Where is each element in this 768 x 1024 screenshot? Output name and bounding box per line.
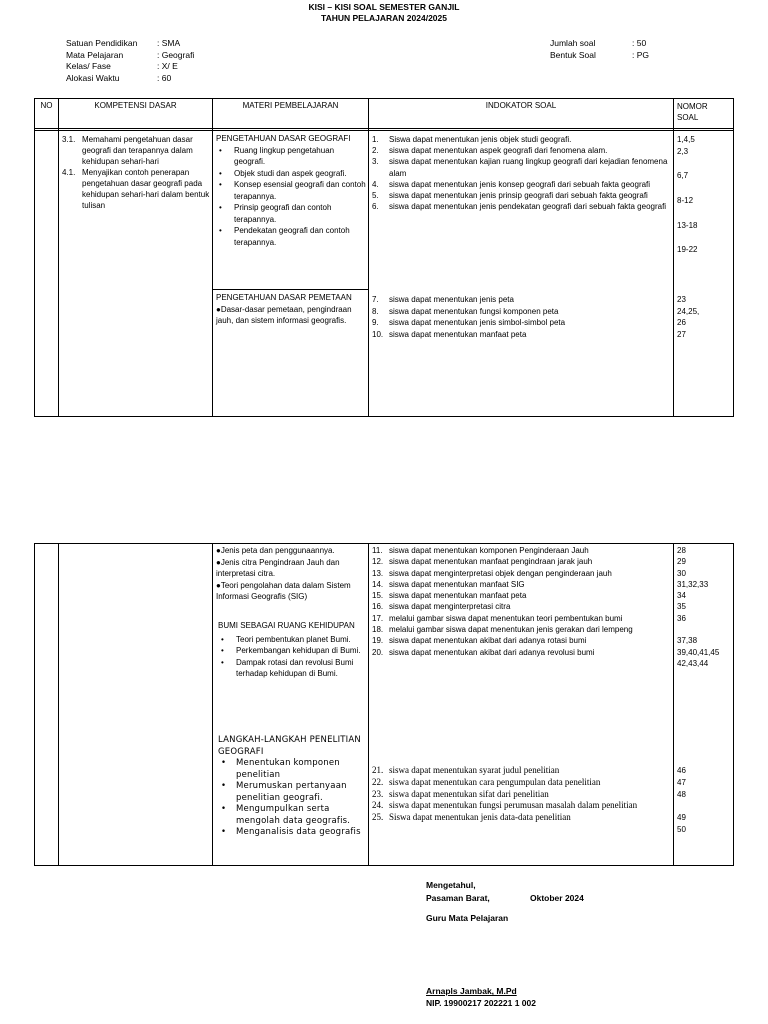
indikator-text: siswa dapat menentukan jenis pendekatan geografi dari sebuah fakta geografi	[389, 202, 667, 212]
indikator-number: 25.	[372, 812, 384, 823]
indikator-number: 12.	[372, 557, 384, 567]
nomor-soal-spacer	[677, 624, 733, 635]
indikator-text: siswa dapat menentukan manfaat SIG	[389, 579, 525, 589]
indikator-text: siswa dapat menentukan komponen Penginderaan Jauh	[389, 546, 589, 555]
indikator-number: 16.	[372, 602, 384, 612]
indikator-item	[372, 613, 670, 624]
column-divider	[368, 544, 369, 865]
info-row	[550, 50, 649, 62]
info-value: : SMA	[157, 38, 181, 48]
materi-item: • Menentukan komponen penelitian	[218, 758, 368, 781]
nomor-soal: 27	[677, 329, 686, 339]
indikator-number: 18.	[372, 625, 384, 635]
materi-item: • Objek studi dan aspek geografi.	[216, 168, 366, 180]
info-label: Alokasi Waktu	[66, 72, 120, 83]
indikator-item	[372, 329, 670, 341]
indikator-text: siswa dapat menentukan jenis peta	[389, 295, 514, 304]
nomor-soal: 26	[677, 318, 686, 327]
info-label: Satuan Pendidikan	[66, 38, 138, 48]
indikator-text: siswa dapat menginterpretasi objek dengan penginderaan jauh	[389, 568, 612, 578]
indikator-item	[372, 201, 670, 212]
indikator-item	[372, 624, 670, 635]
header-nomor-line: NOMOR	[677, 102, 708, 111]
indikator-number: 5.	[372, 191, 379, 201]
indikator-number: 8.	[372, 306, 379, 316]
materi-text: ●Jenis peta dan penggunaannya.	[216, 546, 335, 555]
info-value: : Geografi	[157, 49, 195, 60]
column-divider	[58, 99, 59, 416]
kd-text: Memahami pengetahuan dasar geografi dan terapannya dalam kehidupan sehari-hari	[82, 135, 193, 166]
kisi-table-page-1	[34, 98, 734, 417]
header-materi: MATERI PEMBELAJARAN	[242, 101, 339, 110]
materi-pengetahuan-dasar-geografi	[216, 133, 366, 248]
indikator-text: Siswa dapat menentukan jenis data-data penelitian	[389, 812, 571, 823]
column-divider	[212, 99, 213, 416]
indikator-number: 20.	[372, 647, 384, 657]
nomor-soal: 39,40,41,45	[677, 647, 720, 657]
indikator-item	[372, 156, 670, 178]
indikator-number: 4.	[372, 179, 379, 189]
indikator-number: 24.	[372, 800, 384, 811]
document-title: KISI – KISI SOAL SEMESTER GANJIL	[308, 2, 460, 12]
indikator-item	[372, 317, 670, 329]
indikator-text: siswa dapat menentukan akibat dari adanya rotasi bumi	[389, 636, 587, 646]
nomor-soal-list-4	[677, 765, 733, 836]
indikator-text: siswa dapat menentukan manfaat pengindraan jarak jauh	[389, 557, 593, 567]
indikator-number: 13.	[372, 568, 384, 578]
header-soal-line: SOAL	[677, 113, 699, 122]
indikator-number: 3.	[372, 157, 379, 167]
kd-item	[62, 167, 212, 211]
header-kompetensi-dasar: KOMPETENSI DASAR	[94, 101, 177, 110]
indikator-item	[372, 145, 670, 156]
info-right	[550, 38, 649, 61]
indikator-number: 6.	[372, 202, 379, 212]
nomor-soal: 37,38	[677, 636, 698, 646]
materi-item: • Konsep esensial geografi dan contoh terapannya.	[216, 179, 366, 202]
indikator-number: 23.	[372, 788, 384, 799]
materi-item: • Pendekatan geografi dan contoh terapannya.	[216, 225, 366, 248]
indikator-number: 9.	[372, 318, 379, 327]
materi-heading: LANGKAH-LANGKAH PENELITIAN GEOGRAFI	[218, 735, 361, 757]
nomor-soal: 19-22	[677, 245, 698, 254]
indikator-text: siswa dapat menentukan aspek geografi dari fenomena alam.	[389, 146, 608, 156]
indikator-text: melalui gambar siswa dapat menentukan teori pembentukan bumi	[389, 613, 623, 623]
indikator-item	[372, 568, 670, 579]
indikator-text: siswa dapat menentukan jenis konsep geografi dari sebuah fakta geografi	[389, 179, 651, 189]
signature-name: Arnapls Jambak, M.Pd	[426, 986, 517, 996]
nomor-soal: 13-18	[677, 221, 698, 230]
materi-pemetaan-lanjutan	[216, 545, 366, 603]
indikator-text: siswa dapat menentukan sifat dari penelitian	[389, 788, 549, 799]
materi-bumi-ruang-kehidupan	[218, 620, 366, 680]
signature-mengetahui: Mengetahul,	[426, 880, 476, 890]
info-value: : X/ E	[157, 61, 178, 71]
signature-place: Pasaman Barat,	[426, 893, 490, 903]
signature-nip: NIP. 19900217 202221 1 002	[426, 998, 536, 1008]
indikator-item	[372, 601, 670, 612]
indikator-item	[372, 590, 670, 601]
materi-heading: PENGETAHUAN DASAR GEOGRAFI	[216, 134, 351, 143]
indikator-text: siswa dapat menentukan cara pengumpulan data penelitian	[389, 776, 601, 787]
nomor-soal: 34	[677, 591, 686, 601]
nomor-soal: 50	[677, 824, 686, 834]
column-divider	[673, 544, 674, 865]
indikator-text: Siswa dapat menentukan jenis objek studi geografi.	[389, 135, 572, 144]
materi-langkah-penelitian	[218, 735, 368, 839]
signature-date: Oktober 2024	[530, 893, 584, 903]
nomor-soal: 24,25,	[677, 306, 700, 316]
nomor-soal: 23	[677, 295, 686, 304]
info-label: Kelas/ Fase	[66, 61, 111, 71]
indikator-text: siswa dapat menentukan akibat dari adanya revolusi bumi	[389, 647, 595, 657]
indikator-text: siswa dapat menentukan jenis simbol-simbol peta	[389, 318, 566, 327]
materi-item: • Menganalisis data geografis	[218, 827, 368, 839]
materi-pengetahuan-dasar-pemetaan	[216, 292, 366, 327]
indikator-list-3	[372, 545, 670, 658]
nomor-soal: 46	[677, 766, 686, 775]
indikator-item	[372, 179, 670, 190]
indikator-number: 21.	[372, 765, 384, 775]
header-nomor-soal	[677, 101, 733, 123]
nomor-soal: 30	[677, 568, 686, 578]
indikator-number: 1.	[372, 135, 379, 144]
indikator-item	[372, 134, 670, 145]
kd-text: Menyajikan contoh penerapan pengetahuan dasar geografi pada kehidupan sehari-hari dalam bentuk tulisan	[82, 168, 210, 210]
indikator-item	[372, 579, 670, 590]
indikator-text: siswa dapat menentukan manfaat peta	[389, 591, 527, 601]
indikator-item	[372, 545, 670, 556]
nomor-soal: 28	[677, 546, 686, 555]
indikator-number: 11.	[372, 546, 383, 555]
nomor-soal: 48	[677, 789, 686, 799]
nomor-soal: 42,43,44	[677, 658, 709, 668]
header-indikator: INDOKATOR SOAL	[485, 101, 557, 110]
materi-text: ●Dasar-dasar pemetaan, pengindraan jauh, dan sistem informasi geografis.	[216, 304, 352, 325]
nomor-soal: 29	[677, 557, 686, 567]
header-divider	[35, 130, 733, 131]
indikator-text: melalui gambar siswa dapat menentukan jenis gerakan dari lempeng	[389, 625, 633, 635]
indikator-item	[372, 789, 670, 801]
kd-number: 4.1.	[62, 168, 76, 177]
info-row	[66, 38, 194, 50]
kd-item	[62, 134, 212, 167]
materi-heading: PENGETAHUAN DASAR PEMETAAN	[216, 293, 352, 302]
info-value: : 60	[157, 72, 172, 83]
info-label: Jumlah soal	[550, 38, 596, 48]
nomor-soal: 31,32,33	[677, 579, 709, 589]
materi-item: • Perkembangan kehidupan di Bumi.	[218, 645, 366, 657]
nomor-soal: 36	[677, 613, 686, 623]
info-value: : PG	[632, 49, 650, 60]
signature-role: Guru Mata Pelajaran	[426, 913, 509, 923]
info-label: Bentuk Soal	[550, 49, 596, 60]
indikator-number: 17.	[372, 613, 384, 623]
indikator-text: siswa dapat menentukan fungsi komponen peta	[389, 306, 559, 316]
materi-item: • Mengumpulkan serta mengolah data geografis.	[218, 804, 368, 827]
nomor-soal: 1,4,5	[677, 135, 695, 144]
materi-item: • Ruang lingkup pengetahuan geografi.	[216, 145, 366, 168]
info-row	[66, 50, 194, 62]
kompetensi-dasar-list	[62, 134, 212, 211]
materi-divider	[212, 289, 368, 290]
indikator-item	[372, 190, 670, 201]
column-divider	[212, 544, 213, 865]
info-left	[66, 38, 194, 84]
document-subtitle: TAHUN PELAJARAN 2024/2025	[321, 13, 447, 23]
indikator-number: 22.	[372, 776, 384, 787]
indikator-text: siswa dapat menentukan jenis prinsip geografi dari sebuah fakta geografi	[389, 191, 648, 201]
nomor-soal: 6,7	[677, 171, 689, 180]
kd-number: 3.1.	[62, 135, 76, 144]
info-row	[66, 61, 194, 73]
indikator-item	[372, 294, 670, 306]
materi-item: • Prinsip geografi dan contoh terapannya.	[216, 202, 366, 225]
indikator-item	[372, 777, 670, 789]
indikator-text: siswa dapat menginterpretasi citra	[389, 602, 511, 612]
info-row	[550, 38, 649, 50]
header-no: NO	[40, 101, 53, 110]
indikator-item	[372, 556, 670, 567]
materi-text: ●Jenis citra Pengindraan Jauh dan interpretasi citra.	[216, 557, 340, 578]
indikator-item	[372, 765, 670, 777]
indikator-text: siswa dapat menentukan manfaat peta	[389, 329, 527, 339]
nomor-soal-list-3	[677, 545, 733, 669]
column-divider	[368, 99, 369, 416]
materi-item: • Merumuskan pertanyaan penelitian geografi.	[218, 781, 368, 804]
indikator-item	[372, 635, 670, 646]
nomor-soal-list-2	[677, 294, 733, 340]
indikator-text: siswa dapat menentukan syarat judul penelitian	[389, 765, 560, 775]
indikator-text: siswa dapat menentukan kajian ruang lingkup geografi dari kejadian fenomena alam	[389, 157, 668, 178]
indikator-number: 10.	[372, 329, 384, 339]
indikator-text: siswa dapat menentukan fungsi perumusan masalah dalam penelitian	[389, 800, 638, 811]
indikator-number: 2.	[372, 146, 379, 156]
indikator-number: 19.	[372, 636, 384, 646]
info-row	[66, 73, 194, 85]
column-divider	[673, 99, 674, 416]
nomor-soal: 49	[677, 813, 686, 823]
materi-item: • Dampak rotasi dan revolusi Bumi terhadap kehidupan di Bumi.	[218, 657, 366, 680]
indikator-list-4	[372, 765, 670, 824]
indikator-list-2	[372, 294, 670, 340]
nomor-soal-spacer	[677, 800, 733, 812]
nomor-soal: 8-12	[677, 196, 694, 205]
materi-item: • Teori pembentukan planet Bumi.	[218, 634, 366, 646]
indikator-list-1	[372, 134, 670, 212]
info-label: Mata Pelajaran	[66, 49, 124, 60]
indikator-number: 7.	[372, 295, 379, 304]
indikator-number: 15.	[372, 591, 384, 601]
indikator-item	[372, 800, 670, 812]
kisi-table-page-2	[34, 543, 734, 866]
indikator-item	[372, 306, 670, 318]
header-divider-double	[35, 128, 733, 129]
info-value: : 50	[632, 38, 647, 48]
nomor-soal: 35	[677, 602, 686, 612]
nomor-soal: 2,3	[677, 147, 689, 156]
column-divider	[58, 544, 59, 865]
materi-heading: BUMI SEBAGAI RUANG KEHIDUPAN	[218, 621, 355, 630]
nomor-soal: 47	[677, 777, 686, 787]
indikator-number: 14.	[372, 579, 384, 589]
materi-text: ●Teori pengolahan data dalam Sistem Informasi Geografis (SIG)	[216, 580, 351, 601]
indikator-item	[372, 647, 670, 658]
indikator-item	[372, 812, 670, 824]
